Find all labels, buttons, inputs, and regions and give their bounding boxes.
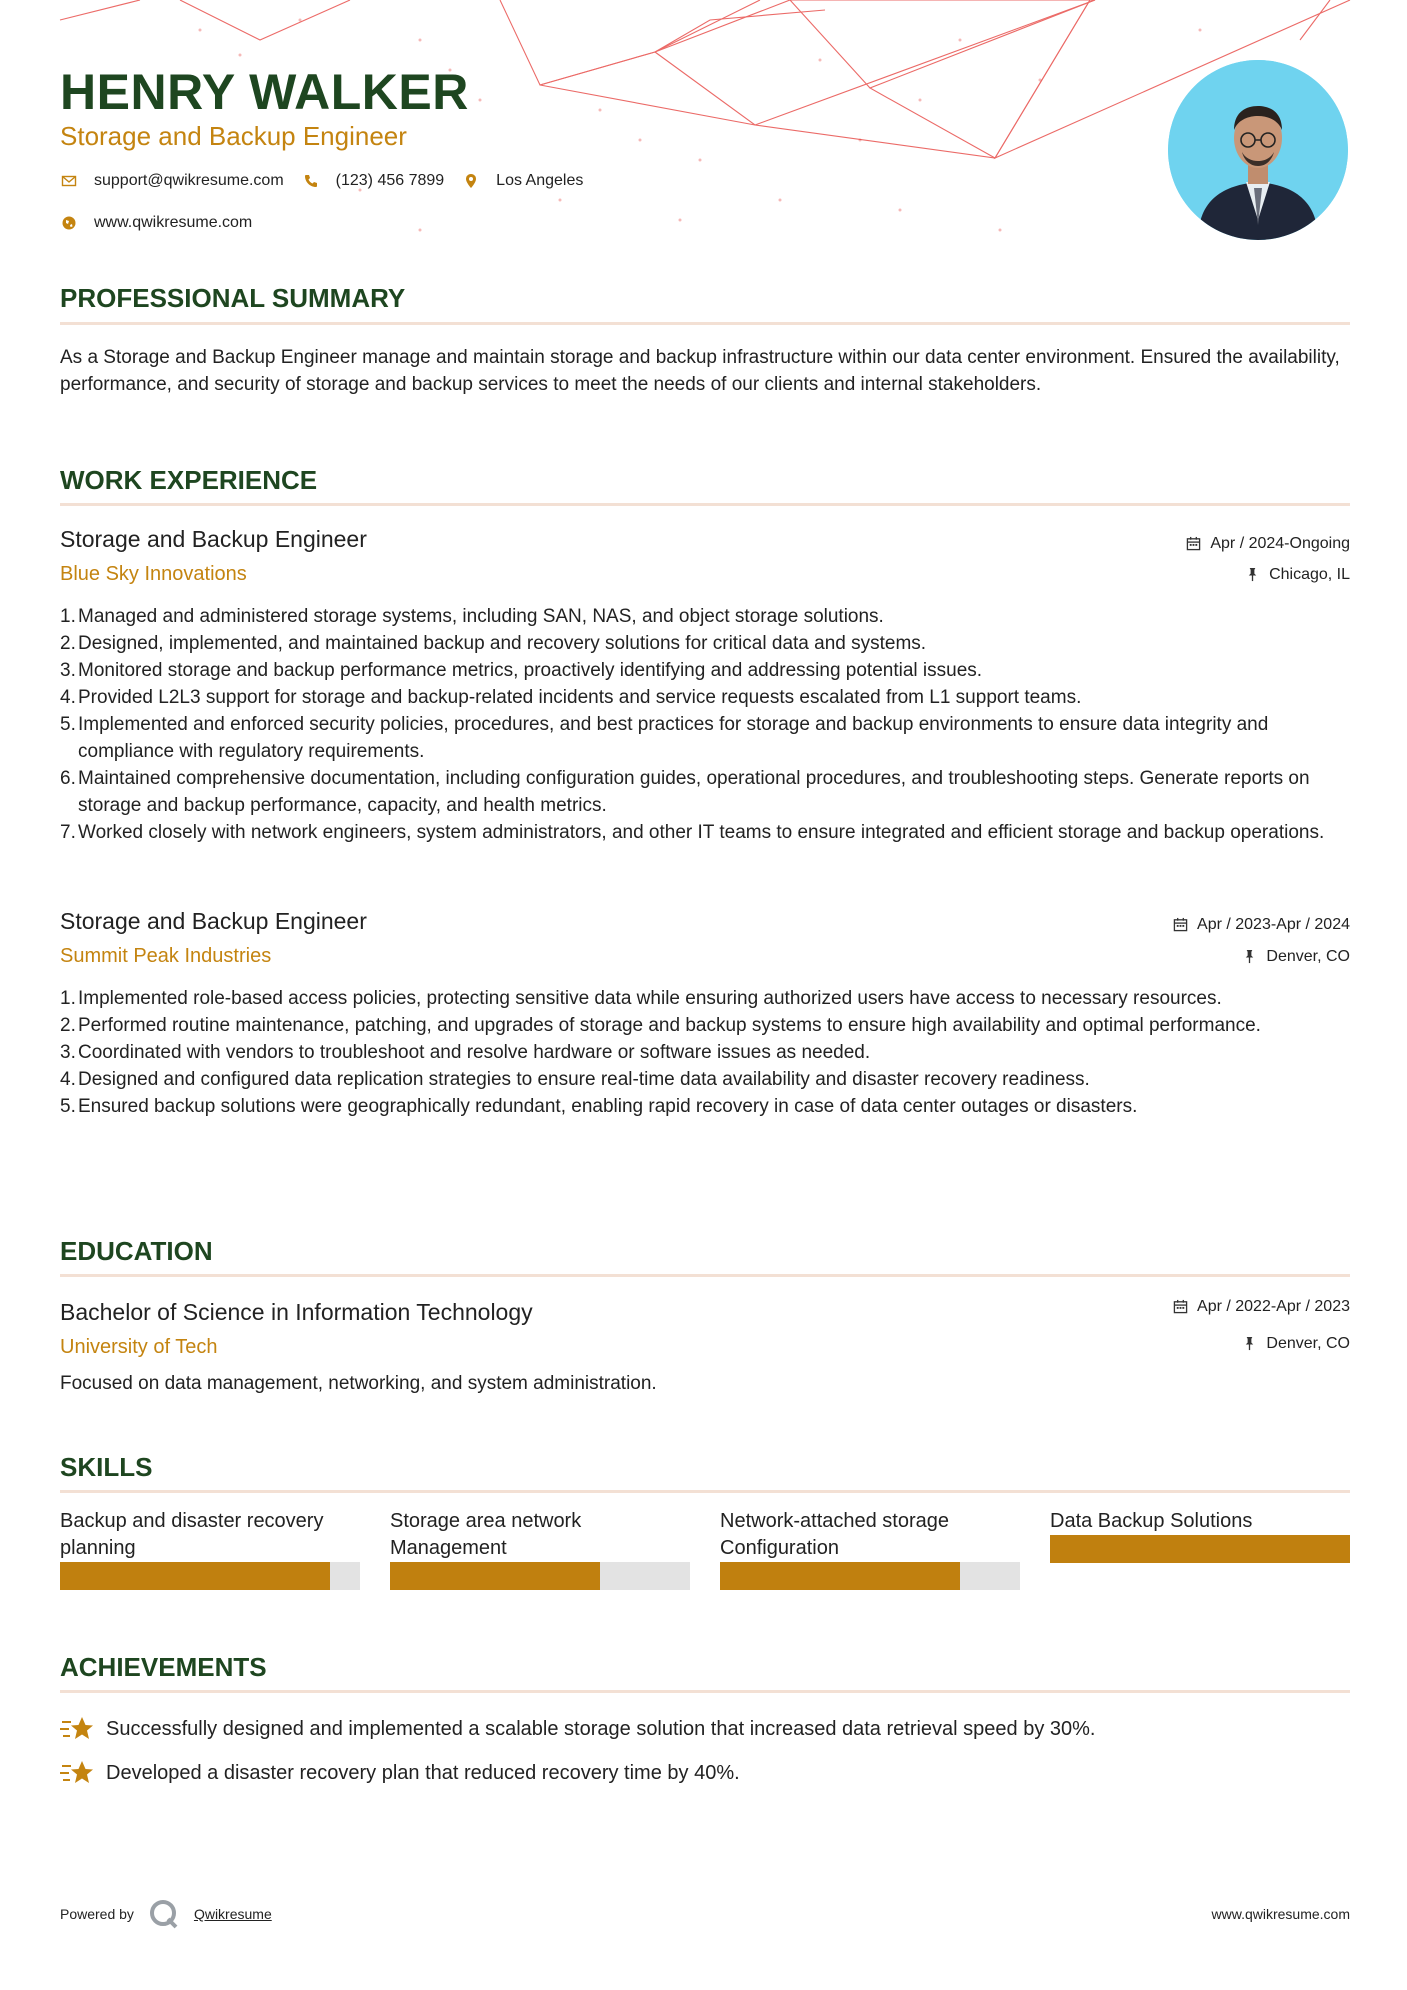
powered-by-label: Powered by: [60, 1906, 134, 1922]
section-divider: [60, 322, 1350, 325]
qwikresume-link[interactable]: Qwikresume: [193, 1906, 272, 1922]
skill-bar: [390, 1562, 690, 1590]
section-divider: [60, 1690, 1350, 1693]
skills-heading: SKILLS: [60, 1452, 153, 1482]
list-item: Managed and administered storage systems, including SAN, NAS, and object storage solutions.: [78, 606, 884, 627]
job-location: [1245, 565, 1350, 585]
skill-bar: [1050, 1535, 1350, 1563]
job-dates-text: Apr / 2024-Ongoing: [1210, 535, 1350, 552]
section-divider: [60, 503, 1350, 506]
contact-location: [462, 172, 583, 190]
footer-website[interactable]: www.qwikresume.com: [1211, 1906, 1350, 1922]
email-text: support@qwikresume.com: [94, 172, 284, 189]
skill-label: Network-attached storage Configuration: [720, 1510, 950, 1559]
candidate-name: HENRY WALKER: [60, 64, 469, 120]
calendar-icon: [1186, 536, 1202, 552]
job-dates: [1186, 534, 1350, 554]
globe-icon: [60, 214, 78, 232]
job-company: Blue Sky Innovations: [60, 563, 247, 585]
summary-heading: PROFESSIONAL SUMMARY: [60, 283, 406, 313]
education-description: Focused on data management, networking, and system administration.: [60, 1373, 657, 1394]
job-title: Storage and Backup Engineer: [60, 908, 367, 934]
phone-text: (123) 456 7899: [335, 172, 445, 189]
achievement-item: [60, 1714, 1095, 1744]
skill-bar: [720, 1562, 1020, 1590]
experience-heading: WORK EXPERIENCE: [60, 465, 318, 495]
skill-item: [390, 1508, 690, 1590]
list-item: Designed and configured data replication strategies to ensure real-time data availability and disaster recovery readiness.: [78, 1069, 1090, 1090]
contact-website[interactable]: [60, 214, 252, 232]
job-dates-text: Apr / 2023-Apr / 2024: [1197, 916, 1350, 933]
education-dates: [1173, 1297, 1350, 1317]
achievement-item: [60, 1758, 740, 1788]
skill-item: [60, 1508, 360, 1590]
job-bullets: [60, 985, 1350, 1120]
list-item: Provided L2L3 support for storage and backup-related incidents and service requests escalated from L1 support teams.: [78, 687, 1082, 708]
envelope-icon: [60, 172, 78, 190]
job-location-text: Chicago, IL: [1269, 566, 1350, 583]
skill-bar-fill: [60, 1562, 330, 1590]
list-item: Worked closely with network engineers, system administrators, and other IT teams to ensure integrated and efficient storage and backup operations.: [78, 822, 1325, 843]
skill-bar-fill: [390, 1562, 600, 1590]
education-heading: EDUCATION: [60, 1236, 213, 1266]
calendar-icon: [1173, 1299, 1189, 1315]
skill-bar: [60, 1562, 360, 1590]
list-item: Performed routine maintenance, patching, and upgrades of storage and backup systems to ensure high availability and optimal performance.: [78, 1015, 1261, 1036]
education-location-text: Denver, CO: [1266, 1335, 1350, 1352]
list-item: Monitored storage and backup performance metrics, proactively identifying and addressing potential issues.: [78, 660, 983, 681]
qwikresume-logo-icon: [148, 1898, 180, 1930]
skill-item: [720, 1508, 1020, 1590]
website-text: www.qwikresume.com: [94, 214, 253, 231]
pushpin-icon: [1242, 949, 1258, 965]
school-name: University of Tech: [60, 1336, 218, 1358]
list-item: Maintained comprehensive documentation, including configuration guides, operational procedures, and troubleshooting steps. Generate reports on storage and backup performance, capacity, and health metrics.: [78, 768, 1310, 816]
job-title: Storage and Backup Engineer: [60, 526, 367, 552]
pushpin-icon: [1245, 567, 1261, 583]
section-divider: [60, 1490, 1350, 1493]
skill-item: [1050, 1508, 1350, 1563]
achievement-text: Successfully designed and implemented a scalable storage solution that increased data retrieval speed by 30%.: [106, 1718, 1096, 1740]
job-bullets: [60, 603, 1350, 846]
skill-bar-fill: [1050, 1535, 1350, 1563]
powered-by: [60, 1898, 272, 1930]
contact-phone[interactable]: [302, 172, 445, 190]
list-item: Ensured backup solutions were geographically redundant, enabling rapid recovery in case of data center outages or disasters.: [78, 1096, 1138, 1117]
list-item: Coordinated with vendors to troubleshoot and resolve hardware or software issues as needed.: [78, 1042, 871, 1063]
list-item: Implemented and enforced security policies, procedures, and best practices for storage and backup environments to ensure data integrity and compliance with regulatory requirements.: [78, 714, 1269, 762]
list-item: Implemented role-based access policies, protecting sensitive data while ensuring authorized users have access to necessary resources.: [78, 988, 1222, 1009]
skill-label: Storage area network Management: [390, 1510, 582, 1559]
phone-icon: [302, 172, 320, 190]
achievements-heading: ACHIEVEMENTS: [60, 1652, 267, 1682]
job-company: Summit Peak Industries: [60, 945, 272, 967]
contact-row-website: [60, 214, 270, 232]
education-dates-text: Apr / 2022-Apr / 2023: [1197, 1298, 1350, 1315]
skill-label: Data Backup Solutions: [1050, 1510, 1253, 1532]
contact-row: [60, 172, 601, 190]
star-icon: [60, 1714, 94, 1744]
degree-title: Bachelor of Science in Information Technology: [60, 1299, 533, 1325]
skill-bar-fill: [720, 1562, 960, 1590]
map-pin-icon: [462, 172, 480, 190]
section-divider: [60, 1274, 1350, 1277]
profile-photo: [1168, 60, 1348, 240]
star-icon: [60, 1758, 94, 1788]
achievement-text: Developed a disaster recovery plan that reduced recovery time by 40%.: [106, 1762, 740, 1784]
calendar-icon: [1173, 917, 1189, 933]
skill-label: Backup and disaster recovery planning: [60, 1510, 324, 1559]
candidate-role: Storage and Backup Engineer: [60, 121, 407, 151]
list-item: Designed, implemented, and maintained backup and recovery solutions for critical data and systems.: [78, 633, 927, 654]
job-dates: [1173, 915, 1350, 935]
contact-email[interactable]: [60, 172, 284, 190]
job-location-text: Denver, CO: [1266, 948, 1350, 965]
pushpin-icon: [1242, 1336, 1258, 1352]
education-location: [1242, 1334, 1350, 1354]
location-text: Los Angeles: [496, 172, 584, 189]
summary-text: As a Storage and Backup Engineer manage and maintain storage and backup infrastructure within our data center environment. Ensured the availability, performance, and security of storage and backup services to meet the needs of our clients and internal stakeholders.: [60, 347, 1340, 395]
job-location: [1242, 947, 1350, 967]
